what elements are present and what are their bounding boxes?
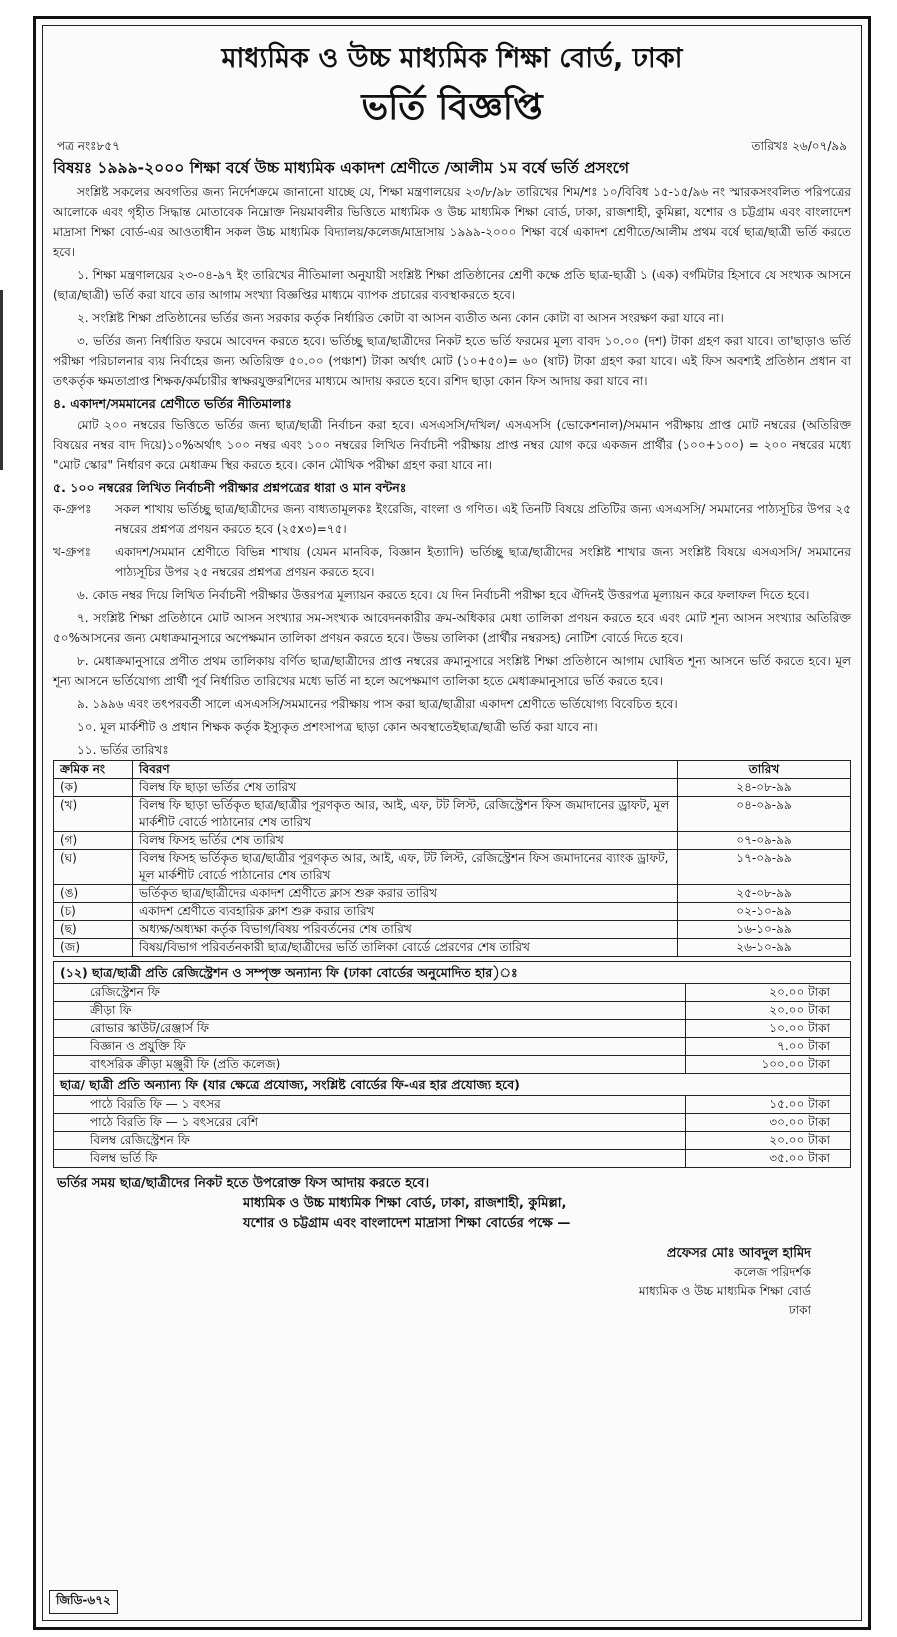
table-header-row [54, 761, 851, 779]
other-fees-title: ছাত্র/ ছাত্রী প্রতি অন্যান্য ফি (যার ক্ষেত্রে প্রযোজ্য, সংশ্লিষ্ট বোর্ডের ফি-এর হার প্রযোজ্য হবে) [54, 1074, 851, 1096]
fee-amount: ১৫.০০ টাকা [686, 1096, 851, 1114]
notice-title: ভর্তি বিজ্ঞপ্তি [361, 87, 543, 128]
signature-block [53, 1244, 851, 1320]
fee-name: রোভার স্কাউট/রেঞ্জার্স ফি [54, 1020, 686, 1038]
exam-group-kha [53, 542, 851, 582]
other-fees-title-row [54, 1074, 851, 1096]
rule-6: ৬. কোড নম্বর দিয়ে লিখিত নির্বাচনী পরীক্ষার উত্তরপত্র মূল্যায়ন করতে হবে। যে দিন নির্বাচনী পরীক্ষা হবে ঐদিনই উত্তরপত্র মূল্যায়ন করে ফলাফল দিতে হবে। [77, 588, 810, 602]
col-date: তারিখ [678, 761, 851, 779]
table-row [54, 939, 851, 957]
fee-amount: ২০.০০ টাকা [686, 1132, 851, 1150]
footer-code: জিডি-৬৭২ [49, 1590, 118, 1614]
rule-11: ১১. ভর্তির তারিখঃ [77, 743, 169, 757]
fees-title: (১২) ছাত্র/ছাত্রী প্রতি রেজিস্ট্রেশন ও সম্পৃক্ত অন্যান্য ফি (ঢাকা বোর্ডের অনুমোদিত হার)ঃ [54, 962, 851, 984]
policy-heading: ৪. একাদশ/সমমানের শ্রেণীতে ভর্তির নীতিমালাঃ [53, 396, 292, 411]
fee-amount: ২০.০০ টাকা [686, 984, 851, 1002]
fee-name: পাঠে বিরতি ফি — ১ বৎসরের বেশি [54, 1114, 686, 1132]
row-description: বিলম্ব ফি ছাড়া ভর্তিকৃত ছাত্র/ছাত্রীর পূরণকৃত আর, আই, এফ, টট লিস্ট, রেজিস্ট্রেশন ফিস জমাদানের ড্রাফট, মূল মার্কশীট বোর্ডে পাঠানোর শেষ তারিখ [133, 797, 678, 832]
row-description: বিলম্ব ফি ছাড়া ভর্তির শেষ তারিখ [133, 779, 678, 797]
row-description: বিলম্ব ফিসহ ভর্তিকৃত ছাত্র/ছাত্রীর পূরণকৃত আর, আই, এফ, টট লিস্ট, রেজিস্ট্রেশন ফিস জমাদানের ব্যাংক ড্রাফট, মূল মার্কশীট বোর্ডে পাঠানোর শেষ তারিখ [133, 850, 678, 885]
closing-line-1: ভর্তির সময় ছাত্র/ছাত্রীদের নিকট হতে উপরোক্ত ফিস আদায় করতে হবে। [57, 1176, 430, 1191]
rule-1: ১. শিক্ষা মন্ত্রণালয়ের ২৩-০৪-৯৭ ইং তারিখের নীতিমালা অনুযায়ী সংশ্লিষ্ট শিক্ষা প্রতিষ্ঠানের শ্রেণী কক্ষে প্রতি ছাত্র-ছাত্রী ১ (এক) বর্গমিটার হিসাবে যে সংখ্যক আসনে (ছাত্র/ছাত্রী) ভর্তি করা যাবে তার আগাম সংখ্যা বিজ্ঞপ্তির মাধ্যমে ব্যাপক প্রচারের ব্যবস্থাকরতে হবে। [53, 268, 851, 302]
fee-amount: ৩৫.০০ টাকা [686, 1150, 851, 1168]
exam-group-text: একাদশ/সমমান শ্রেণীতে বিভিন্ন শাখায় (যেমন মানবিক, বিজ্ঞান ইত্যাদি) ভর্তিচ্ছু ছাত্র/ছাত্রীদের সংশ্লিষ্ট শাখার জন্য সংশ্লিষ্ট বিষয়ে এসএসসি/ সমমানের পাঠ্যসূচির উপর ২৫ নম্বরের প্রশ্নপত্র প্রণয়ন করতে হবে। [115, 545, 851, 579]
row-date: ০৪-০৯-৯৯ [678, 797, 851, 832]
fee-name: বিলম্ব ভর্তি ফি [54, 1150, 686, 1168]
row-description: অধ্যক্ষ/অধ্যক্ষা কর্তৃক বিভাগ/বিষয় পরিবর্তনের শেষ তারিখ [133, 921, 678, 939]
col-description: বিবরণ [133, 761, 678, 779]
fee-row [54, 1056, 851, 1074]
fees-title-row [54, 962, 851, 984]
row-date: ১৬-১০-৯৯ [678, 921, 851, 939]
fee-row [54, 1096, 851, 1114]
table-row [54, 797, 851, 832]
board-name-heading: মাধ্যমিক ও উচ্চ মাধ্যমিক শিক্ষা বোর্ড, ঢাকা [221, 43, 683, 74]
fee-amount: ৭.০০ টাকা [686, 1038, 851, 1056]
row-serial: (ক) [54, 779, 133, 797]
fee-name: বিজ্ঞান ও প্রযুক্তি ফি [54, 1038, 686, 1056]
row-serial: (ঘ) [54, 850, 133, 885]
row-date: ২৪-০৮-৯৯ [678, 779, 851, 797]
exam-group-label: খ-গ্রুপঃ [53, 545, 92, 559]
table-row [54, 779, 851, 797]
table-row [54, 921, 851, 939]
policy-text: মোট ২০০ নম্বরের ভিত্তিতে ভর্তির জন্য ছাত্র/ছাত্রী নির্বাচন করা হবে। এসএসসি/দখিল/ এসএসসি (ভোকেশনাল)/সমমান পরীক্ষায় প্রাপ্ত মোট নম্বরের (অতিরিক্ত বিষয়ের নম্বর বাদ দিয়ে)১০%অর্থাৎ ১০০ নম্বর এবং ১০০ নম্বরের লিখিত নির্বাচনী পরীক্ষায় প্রাপ্ত নম্বর যোগ করে একজন প্রার্থীর (১০০+১০০) = ২০০ নম্বরের মধ্যে "মোট স্কোর" নির্ধারণ করে মেধাক্রম স্থির করতে হবে। কোন মৌখিক পরীক্ষা গ্রহণ করা যাবে না। [53, 418, 851, 472]
fee-row [54, 1132, 851, 1150]
exam-group-label: ক-গ্রুপঃ [53, 502, 92, 516]
signatory-designation: কলেজ পরিদর্শক [734, 1265, 811, 1279]
rule-2: ২. সংশ্লিষ্ট শিক্ষা প্রতিষ্ঠানের ভর্তির জন্য সরকার কর্তৃক নির্ধারিত কোটা বা আসন ব্যতীত অন্য কোন কোটা বা আসন সংরক্ষণ করা যাবে না। [77, 311, 724, 325]
fee-amount: ১০০.০০ টাকা [686, 1056, 851, 1074]
row-description: একাদশ শ্রেণীতে ব্যবহারিক ক্লাশ শুরু করার তারিখ [133, 903, 678, 921]
fee-name: ক্রীড়া ফি [54, 1002, 686, 1020]
row-description: ভর্তিকৃত ছাত্র/ছাত্রীদের একাদশ শ্রেণীতে ক্লাস শুরু করার তারিখ [133, 885, 678, 903]
fee-amount: ৩০.০০ টাকা [686, 1114, 851, 1132]
notice-inner-border [42, 25, 862, 1621]
fee-name: বাৎসরিক ক্রীড়া মঞ্জুরী ফি (প্রতি কলেজ) [54, 1056, 686, 1074]
row-date: ০২-১০-৯৯ [678, 903, 851, 921]
table-row [54, 850, 851, 885]
notice-date: তারিখঃ ২৬/০৭/৯৯ [751, 139, 847, 153]
table-row [54, 885, 851, 903]
reference-number: পত্র নংঃ৮৫৭ [57, 139, 120, 153]
admission-dates-table [53, 760, 851, 957]
fee-row [54, 1150, 851, 1168]
registration-fees-table [53, 961, 851, 1168]
rule-8: ৮. মেধাক্রমানুসারে প্রণীত প্রথম তালিকায় বর্ণিত ছাত্র/ছাত্রীদের প্রাপ্ত নম্বরের ক্রমানুসারে সংশ্লিষ্ট শিক্ষা প্রতিষ্ঠানে আগাম ঘোষিত শূন্য আসনে ভর্তি করতে হবে। মূল শূন্য আসনে ভর্তিযোগ্য প্রার্থী পূর্ব নির্ধারিত তারিখের মধ্যে ভর্তি না হলে অপেক্ষমাণ তালিকা হতে মেধাক্রমানুসারে ভর্তি করতে হবে। [53, 654, 851, 688]
fee-row [54, 1114, 851, 1132]
row-date: ২৬-১০-৯৯ [678, 939, 851, 957]
fee-name: রেজিস্ট্রেশন ফি [54, 984, 686, 1002]
rule-3: ৩. ভর্তির জন্য নির্ধারিত ফরমে আবেদন করতে হবে। ভর্তিচ্ছু ছাত্র/ছাত্রীদের নিকট হতে ভর্তি ফরমের মূল্য বাবদ ১০.০০ (দশ) টাকা গ্রহণ করা যাবে। তা'ছাড়াও ভর্তি পরীক্ষা পরিচালনার ব্যয় নির্বাহের জন্য অতিরিক্ত ৫০.০০ (পঞ্চাশ) টাকা অর্থাৎ মোট (১০+৫০)= ৬০ (ষাট) টাকা গ্রহণ করা যাবে। এই ফিস অবশ্যই প্রতিষ্ঠান প্রধান বা তৎকর্তৃক ক্ষমতাপ্রাপ্ত শিক্ষক/কর্মচারীর স্বাক্ষরযুক্তরশিদের মাধ্যমে আদায় করতে হবে। রশিদ ছাড়া কোন ফিস আদায় করা যাবে না। [53, 334, 851, 388]
row-serial: (খ) [54, 797, 133, 832]
row-serial: (ছ) [54, 921, 133, 939]
fee-name: পাঠে বিরতি ফি — ১ বৎসর [54, 1096, 686, 1114]
row-date: ২৫-০৮-৯৯ [678, 885, 851, 903]
signatory-board: মাধ্যমিক ও উচ্চ মাধ্যমিক শিক্ষা বোর্ড [638, 1284, 811, 1298]
row-serial: (গ) [54, 832, 133, 850]
scan-edge-mark [0, 290, 3, 470]
intro-paragraph: সংশ্লিষ্ট সকলের অবগতির জন্য নির্দেশক্রমে জানানো যাচ্ছে যে, শিক্ষা মন্ত্রণালয়ের ২৩/৮/৯৮ তারিখের শিম/শঃ ১০/বিবিধ ১৫-১৫/৯৬ নং স্মারকসংবলিত পরিপত্রের আলোকে এবং গৃহীত সিদ্ধান্ত মোতাবেক নিম্নোক্ত নিয়মাবলীর ভিত্তিতে মাধ্যমিক ও উচ্চ মাধ্যমিক শিক্ষা বোর্ড, ঢাকা, রাজশাহী, কুমিল্লা, যশোর ও চট্টগ্রাম এবং বাংলাদেশ মাদ্রাসা শিক্ষা বোর্ড-এর আওতাধীন সকল উচ্চ মাধ্যমিক বিদ্যালয়/কলেজ/মাদ্রাসায় ১৯৯৯-২০০০ শিক্ষা বর্ষে একাদশ শ্রেণীতে/আলীম প্রথম বর্ষে ছাত্র/ছাত্রী ভর্তি করতে হবে। [53, 185, 851, 259]
col-serial: ক্রমিক নং [54, 761, 133, 779]
signatory-city: ঢাকা [788, 1303, 811, 1317]
exam-group-ka [53, 499, 851, 539]
fee-amount: ২০.০০ টাকা [686, 1002, 851, 1020]
notice-body [53, 182, 851, 1320]
rule-10: ১০. মূল মার্কশীট ও প্রধান শিক্ষক কর্তৃক ইস্যুকৃত প্রশংসাপত্র ছাড়া কোন অবস্থাতেইছাত্র/ছাত্রী ভর্তি করা যাবে না। [77, 720, 598, 734]
exam-group-text: সকল শাখায় ভর্তিচ্ছু ছাত্র/ছাত্রীদের জন্য বাধ্যতামূলকঃ ইংরেজি, বাংলা ও গণিত। এই তিনটি বিষয়ে প্রতিটির জন্য এসএসসি/ সমমানের পাঠ্যসূচির উপর ২৫ নম্বরের প্রশ্নপত্র প্রণয়ন করতে হবে (২৫x৩)=৭৫। [115, 502, 851, 536]
rule-9: ৯. ১৯৯৬ এবং তৎপরবর্তী সালে এসএসসি/সমমানের পরীক্ষায় পাস করা ছাত্র/ছাত্রীরা একাদশ শ্রেণীতে ভর্তিযোগ্য বিবেচিত হবে। [77, 697, 678, 711]
row-description: বিলম্ব ফিসহ ভর্তির শেষ তারিখ [133, 832, 678, 850]
fee-amount: ১০.০০ টাকা [686, 1020, 851, 1038]
row-date: ০৭-০৯-৯৯ [678, 832, 851, 850]
signatory-name: প্রফেসর মোঃ আবদুল হামিদ [666, 1246, 811, 1261]
row-date: ১৭-০৯-৯৯ [678, 850, 851, 885]
fee-row [54, 1038, 851, 1056]
row-serial: (জ) [54, 939, 133, 957]
notice-frame [33, 16, 871, 1630]
rule-7: ৭. সংশ্লিষ্ট শিক্ষা প্রতিষ্ঠানে মোট আসন সংখ্যার সম-সংখ্যক আবেদনকারীর ক্রম-অধিকার মেধা তালিকা প্রণয়ন করতে হবে এবং মোট শূন্য আসন সংখ্যার অতিরিক্ত ৫০%আসনের জন্য মেধাক্রমানুসারে অপেক্ষমান তালিকা প্রণয়ন করতে হবে। উভয় তালিকা (প্রার্থীর নম্বরসহ) নোটিশ বোর্ডে দিতে হবে। [53, 611, 851, 645]
exam-heading: ৫. ১০০ নম্বরের লিখিত নির্বাচনী পরীক্ষার প্রশ্নপত্রের ধারা ও মান বন্টনঃ [53, 480, 407, 495]
subject-line: বিষয়ঃ ১৯৯৯-২০০০ শিক্ষা বর্ষে উচ্চ মাধ্যমিক একাদশ শ্রেণীতে /আলীম ১ম বর্ষে ভর্তি প্রসংগে [53, 159, 630, 177]
fee-name: বিলম্ব রেজিস্ট্রেশন ফি [54, 1132, 686, 1150]
row-serial: (চ) [54, 903, 133, 921]
row-serial: (ঙ) [54, 885, 133, 903]
table-row [54, 832, 851, 850]
fee-row [54, 984, 851, 1002]
table-row [54, 903, 851, 921]
closing-line-2: মাধ্যমিক ও উচ্চ মাধ্যমিক শিক্ষা বোর্ড, ঢাকা, রাজশাহী, কুমিল্লা, [243, 1196, 567, 1211]
fee-row [54, 1002, 851, 1020]
closing-block [53, 1174, 851, 1234]
row-description: বিষয়/বিভাগ পরিবর্তনকারী ছাত্র/ছাত্রীদের ভর্তি তালিকা বোর্ডে প্রেরণের শেষ তারিখ [133, 939, 678, 957]
closing-line-3: যশোর ও চট্টগ্রাম এবং বাংলাদেশ মাদ্রাসা শিক্ষা বোর্ডের পক্ষে — [243, 1216, 571, 1231]
fee-row [54, 1020, 851, 1038]
